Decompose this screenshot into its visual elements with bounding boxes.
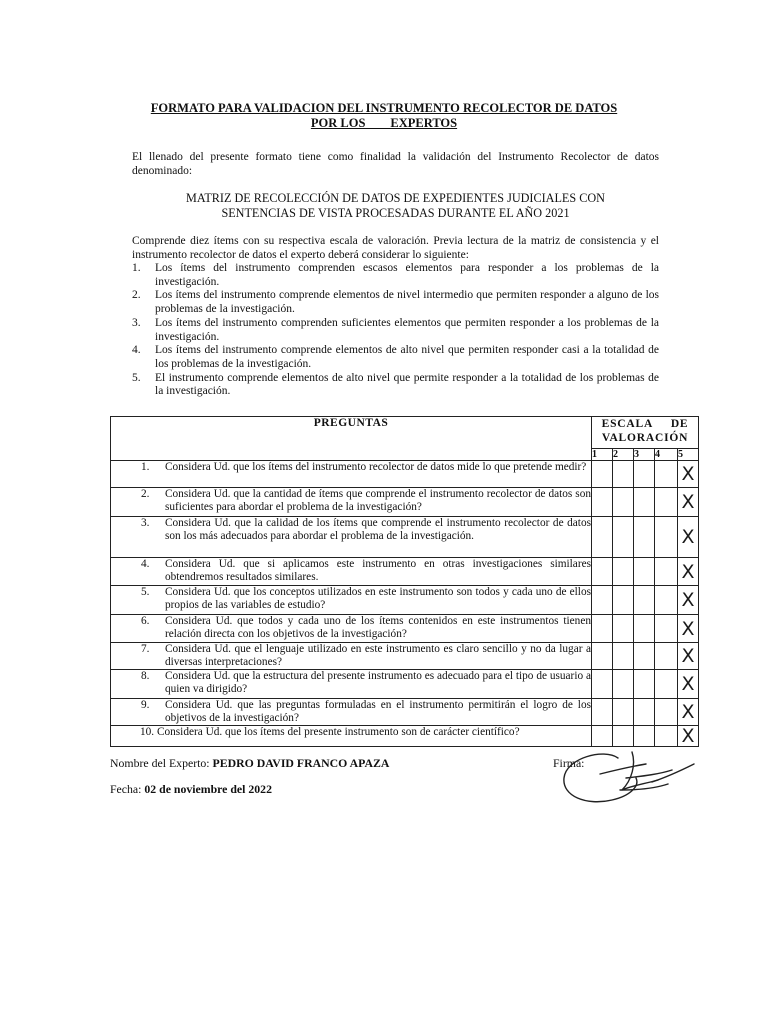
question-cell bbox=[111, 726, 592, 747]
scale-header-3: 3 bbox=[634, 449, 655, 461]
form-title bbox=[110, 101, 658, 131]
score-cell-3[interactable] bbox=[634, 615, 655, 643]
scale-item bbox=[132, 317, 659, 344]
form-title-line-2: POR LOS EXPERTOS bbox=[310, 116, 458, 130]
score-cell-4[interactable] bbox=[655, 699, 678, 726]
fecha-line bbox=[110, 782, 272, 797]
scale-item-text: Los ítems del instrumento comprende elementos de nivel intermedio que permiten responder a alguno de los problemas de la investigación. bbox=[155, 289, 659, 316]
instrument-name bbox=[132, 191, 659, 221]
checkmark-x-icon: X bbox=[681, 701, 695, 723]
score-cell-2[interactable] bbox=[613, 670, 634, 699]
scale-item-number: 1. bbox=[132, 262, 141, 274]
checkmark-x-icon: X bbox=[681, 463, 695, 485]
score-cell-5[interactable] bbox=[678, 643, 699, 670]
comprende-paragraph: Comprende diez ítems con su respectiva escala de valoración. Previa lectura de la matriz de consistencia y el instrumento recolector de datos el experto deberá considerar lo siguiente: bbox=[132, 235, 659, 261]
score-cell-3[interactable] bbox=[634, 558, 655, 586]
scale-item bbox=[132, 262, 659, 289]
question-number: 7. bbox=[141, 643, 150, 655]
question-cell bbox=[111, 699, 592, 726]
checkmark-x-icon: X bbox=[681, 526, 695, 548]
score-cell-1[interactable] bbox=[592, 558, 613, 586]
expert-line bbox=[110, 756, 389, 771]
table-row bbox=[111, 461, 699, 488]
score-cell-3[interactable] bbox=[634, 586, 655, 615]
score-cell-5[interactable] bbox=[678, 699, 699, 726]
scale-item-number: 2. bbox=[132, 289, 141, 302]
header-preguntas: PREGUNTAS bbox=[111, 417, 592, 461]
question-cell bbox=[111, 461, 592, 488]
score-cell-3[interactable] bbox=[634, 461, 655, 488]
score-cell-1[interactable] bbox=[592, 643, 613, 670]
score-cell-4[interactable] bbox=[655, 461, 678, 488]
score-cell-3[interactable] bbox=[634, 643, 655, 670]
table-row bbox=[111, 488, 699, 517]
question-number: 10. bbox=[140, 726, 155, 738]
scale-item-text: Los ítems del instrumento comprenden escasos elementos para responder a los problemas de la investigación. bbox=[155, 262, 659, 288]
question-number: 9. bbox=[141, 699, 150, 711]
question-cell bbox=[111, 670, 592, 699]
score-cell-1[interactable] bbox=[592, 670, 613, 699]
question-cell bbox=[111, 586, 592, 615]
question-cell bbox=[111, 643, 592, 670]
table-row bbox=[111, 615, 699, 643]
score-cell-1[interactable] bbox=[592, 461, 613, 488]
score-cell-4[interactable] bbox=[655, 615, 678, 643]
score-cell-2[interactable] bbox=[613, 586, 634, 615]
question-text: Considera Ud. que todos y cada uno de los ítems contenidos en este instrumentos tienen relación directa con los objetivos de la investigación? bbox=[165, 615, 591, 640]
fecha-label: Fecha: bbox=[110, 782, 145, 796]
question-number: 6. bbox=[141, 615, 150, 627]
scale-item-text: Los ítems del instrumento comprende elementos de alto nivel que permiten responder casi a la totalidad de los problemas de la investigación. bbox=[155, 344, 659, 370]
question-text: Considera Ud. que la cantidad de ítems que comprende el instrumento recolector de datos son suficientes para abordar el problema de la investigación? bbox=[165, 488, 591, 513]
question-number: 4. bbox=[141, 558, 150, 570]
question-text: Considera Ud. que la estructura del presente instrumento es adecuado para el tipo de usuario a quien va dirigido? bbox=[165, 670, 591, 695]
score-cell-5[interactable] bbox=[678, 461, 699, 488]
scale-item bbox=[132, 344, 659, 371]
scale-header-5: 5 bbox=[678, 449, 699, 461]
scale-header-1: 1 bbox=[592, 449, 613, 461]
question-number: 3. bbox=[141, 517, 150, 529]
fecha-value: 02 de noviembre del 2022 bbox=[144, 782, 272, 796]
checkmark-x-icon: X bbox=[681, 725, 695, 747]
checkmark-x-icon: X bbox=[681, 645, 695, 667]
question-number: 8. bbox=[141, 670, 150, 682]
score-cell-4[interactable] bbox=[655, 586, 678, 615]
checkmark-x-icon: X bbox=[681, 560, 695, 583]
score-cell-2[interactable] bbox=[613, 558, 634, 586]
table-row bbox=[111, 558, 699, 586]
header-escala-line-2: VALORACIÓN bbox=[601, 432, 689, 444]
score-cell-2[interactable] bbox=[613, 643, 634, 670]
signature-image bbox=[560, 740, 710, 817]
question-text: Considera Ud. que el lenguaje utilizado en este instrumento es claro sencillo y no da lugar a diversas interpretaciones? bbox=[165, 643, 591, 668]
question-text: Considera Ud. que las preguntas formuladas en el instrumento permitirán el logro de los objetivos de la investigación? bbox=[165, 699, 591, 724]
scale-item-number: 3. bbox=[132, 316, 141, 329]
question-cell bbox=[111, 517, 592, 558]
score-cell-1[interactable] bbox=[592, 586, 613, 615]
score-cell-5[interactable] bbox=[678, 517, 699, 558]
table-row bbox=[111, 699, 699, 726]
scale-list bbox=[132, 262, 659, 399]
question-cell bbox=[111, 615, 592, 643]
score-cell-5[interactable] bbox=[678, 558, 699, 586]
signature-scribble bbox=[560, 740, 710, 812]
validation-table bbox=[110, 416, 699, 747]
score-cell-3[interactable] bbox=[634, 699, 655, 726]
scale-item-text: El instrumento comprende elementos de alto nivel que permite responder a la totalidad de los problemas de la investigación. bbox=[155, 371, 659, 398]
scale-item bbox=[132, 289, 659, 316]
question-text: Considera Ud. que los conceptos utilizados en este instrumento son todos y cada uno de ellos propios de las variables de estudio? bbox=[165, 586, 591, 611]
score-cell-5[interactable] bbox=[678, 586, 699, 615]
score-cell-4[interactable] bbox=[655, 643, 678, 670]
score-cell-4[interactable] bbox=[655, 558, 678, 586]
checkmark-x-icon: X bbox=[681, 673, 695, 695]
score-cell-1[interactable] bbox=[592, 517, 613, 558]
expert-name: PEDRO DAVID FRANCO APAZA bbox=[212, 756, 390, 770]
score-cell-1[interactable] bbox=[592, 488, 613, 517]
checkmark-x-icon: X bbox=[681, 589, 695, 611]
score-cell-5[interactable] bbox=[678, 670, 699, 699]
score-cell-1[interactable] bbox=[592, 699, 613, 726]
table-row bbox=[111, 517, 699, 558]
question-number: 2. bbox=[141, 488, 150, 500]
question-text: Considera Ud. que los ítems del presente instrumento son de carácter científico? bbox=[156, 726, 520, 738]
score-cell-5[interactable] bbox=[678, 488, 699, 517]
scale-item-number: 5. bbox=[132, 371, 141, 384]
scale-item bbox=[132, 372, 659, 399]
scale-item-number: 4. bbox=[132, 344, 141, 357]
expert-label: Nombre del Experto: bbox=[110, 756, 213, 770]
question-number: 1. bbox=[141, 461, 150, 473]
scale-item-text: Los ítems del instrumento comprenden suficientes elementos que permiten responder a los problemas de la investigación. bbox=[155, 316, 659, 343]
score-cell-2[interactable] bbox=[613, 699, 634, 726]
question-number: 5. bbox=[141, 586, 150, 598]
score-cell-4[interactable] bbox=[655, 670, 678, 699]
instrument-name-line-1: MATRIZ DE RECOLECCIÓN DE DATOS DE EXPEDIENTES JUDICIALES CON bbox=[186, 191, 605, 205]
score-cell-2[interactable] bbox=[613, 461, 634, 488]
score-cell-4[interactable] bbox=[655, 517, 678, 558]
question-text: Considera Ud. que los ítems del instrumento recolector de datos mide lo que pretende medir? bbox=[165, 461, 587, 473]
header-escala-line-1: ESCALA DE bbox=[601, 418, 689, 430]
intro-paragraph: El llenado del presente formato tiene como finalidad la validación del Instrumento Recolector de datos denominado: bbox=[132, 151, 659, 177]
form-title-line-1: FORMATO PARA VALIDACION DEL INSTRUMENTO RECOLECTOR DE DATOS bbox=[150, 101, 618, 115]
score-cell-3[interactable] bbox=[634, 517, 655, 558]
question-cell bbox=[111, 558, 592, 586]
score-cell-5[interactable] bbox=[678, 615, 699, 643]
checkmark-x-icon: X bbox=[681, 491, 695, 513]
scale-header-2: 2 bbox=[613, 449, 634, 461]
question-text: Considera Ud. que si aplicamos este instrumento en otras investigaciones similares obtendremos resultados similares. bbox=[165, 558, 591, 583]
scale-header-4: 4 bbox=[655, 449, 678, 461]
score-cell-3[interactable] bbox=[634, 670, 655, 699]
firma-label: Firma: bbox=[553, 756, 585, 770]
score-cell-2[interactable] bbox=[613, 615, 634, 643]
score-cell-2[interactable] bbox=[613, 488, 634, 517]
score-cell-3[interactable] bbox=[634, 488, 655, 517]
table-row bbox=[111, 586, 699, 615]
score-cell-4[interactable] bbox=[655, 488, 678, 517]
questions-body bbox=[111, 461, 699, 747]
checkmark-x-icon: X bbox=[681, 617, 695, 640]
question-cell bbox=[111, 488, 592, 517]
table-row bbox=[111, 643, 699, 670]
header-escala bbox=[592, 417, 699, 449]
score-cell-2[interactable] bbox=[613, 517, 634, 558]
score-cell-1[interactable] bbox=[592, 615, 613, 643]
instrument-name-line-2: SENTENCIAS DE VISTA PROCESADAS DURANTE EL AÑO 2021 bbox=[221, 206, 570, 220]
table-row bbox=[111, 670, 699, 699]
question-text: Considera Ud. que la calidad de los ítems que comprende el instrumento recolector de datos son los más adecuados para abordar el problema de la investigación. bbox=[165, 517, 591, 542]
